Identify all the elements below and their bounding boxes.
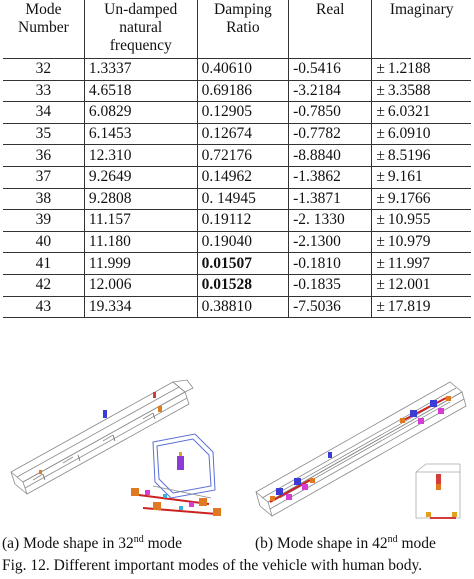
imaginary-cell: [372, 102, 471, 124]
real-header: [289, 0, 372, 59]
imaginary-value: 6.0910: [387, 125, 431, 143]
mode-number-cell: 43: [35, 297, 52, 315]
imaginary-value: 17.819: [387, 297, 431, 315]
damping-ratio-cell: 0.72176: [197, 145, 289, 167]
header-line: Imaginary: [389, 1, 454, 18]
table-row: [3, 166, 471, 188]
frequency-cell: 12.310: [84, 145, 197, 167]
damping-ratio-cell: 0.38810: [197, 296, 289, 318]
table-row: [3, 253, 471, 275]
subcaption-b: (b) Mode shape in 42nd mode: [255, 533, 436, 552]
table-header-row: [3, 0, 471, 59]
mode-number-cell: 34: [35, 103, 52, 121]
subcaption-a: (a) Mode shape in 32nd mode: [2, 533, 183, 552]
imaginary-value: 1.2188: [387, 60, 431, 78]
imaginary-cell: [372, 80, 471, 102]
plus-minus-sign: ±: [376, 60, 385, 78]
imaginary-value: 10.979: [387, 233, 431, 251]
frequency-cell: 4.6518: [84, 80, 197, 102]
figure-caption: Fig. 12. Different important modes of the vehicle with human body.: [2, 557, 423, 574]
damping-ratio-header: [197, 0, 289, 59]
damping-ratio-cell: 0.12905: [197, 102, 289, 124]
mode-number-cell: 40: [35, 233, 52, 251]
mode-number-cell: 33: [35, 81, 52, 99]
frequency-cell: 1.3337: [84, 59, 197, 81]
header-line: Ratio: [226, 19, 260, 36]
table-row: [3, 123, 471, 145]
mode-number-cell: 42: [35, 276, 52, 294]
plus-minus-sign: ±: [376, 189, 385, 207]
imaginary-cell: [372, 188, 471, 210]
header-line: Real: [316, 1, 345, 18]
frequency-cell: 11.180: [84, 231, 197, 253]
mode-number-cell: 35: [35, 125, 52, 143]
frequency-cell: 6.1453: [84, 123, 197, 145]
table-row: [3, 145, 471, 167]
damping-ratio-cell: 0.01507: [197, 253, 289, 275]
table-row: [3, 102, 471, 124]
imaginary-cell: [372, 296, 471, 318]
mode-shape-32-drawing: [3, 352, 233, 530]
imaginary-cell: [372, 166, 471, 188]
imaginary-cell: [372, 123, 471, 145]
header-line: Number: [18, 19, 69, 36]
table-body: [3, 59, 471, 318]
damping-ratio-cell: 0.01528: [197, 274, 289, 296]
imaginary-value: 8.5196: [387, 146, 431, 164]
mode-number-cell: 36: [35, 146, 52, 164]
frequency-cell: 11.999: [84, 253, 197, 275]
real-cell: -1.3862: [289, 166, 372, 188]
imaginary-value: 10.955: [387, 211, 431, 229]
header-line: Damping: [214, 1, 272, 18]
mode-number-cell: 38: [35, 189, 52, 207]
table-row: [3, 59, 471, 81]
plus-minus-sign: ±: [376, 254, 385, 272]
imaginary-cell: [372, 145, 471, 167]
table-row: [3, 188, 471, 210]
imaginary-value: 11.997: [387, 254, 430, 272]
header-line: frequency: [109, 37, 172, 54]
real-cell: -0.1835: [289, 274, 372, 296]
imaginary-cell: [372, 274, 471, 296]
frequency-cell: 12.006: [84, 274, 197, 296]
real-cell: -0.7782: [289, 123, 372, 145]
real-cell: -1.3871: [289, 188, 372, 210]
header-line: natural: [119, 19, 163, 36]
table-row: [3, 274, 471, 296]
damping-ratio-cell: 0.14962: [197, 166, 289, 188]
imaginary-value: 9.1766: [387, 189, 431, 207]
damping-ratio-cell: 0.19112: [197, 210, 289, 232]
mode-number-cell: 32: [35, 60, 52, 78]
mode-number-cell: 41: [35, 254, 52, 272]
imaginary-value: 12.001: [387, 276, 431, 294]
damping-ratio-cell: 0.12674: [197, 123, 289, 145]
plus-minus-sign: ±: [376, 146, 385, 164]
imaginary-value: 9.161: [387, 168, 423, 186]
plus-minus-sign: ±: [376, 103, 385, 121]
frequency-cell: 9.2808: [84, 188, 197, 210]
real-cell: -2.1300: [289, 231, 372, 253]
real-cell: -0.7850: [289, 102, 372, 124]
table-row: [3, 231, 471, 253]
imaginary-value: 6.0321: [387, 103, 431, 121]
plus-minus-sign: ±: [376, 297, 385, 315]
frequency-cell: 19.334: [84, 296, 197, 318]
header-line: Mode: [25, 1, 62, 18]
imaginary-header: [372, 0, 471, 59]
plus-minus-sign: ±: [376, 211, 385, 229]
real-cell: -7.5036: [289, 296, 372, 318]
mode-number-cell: 37: [35, 168, 52, 186]
table-row: [3, 296, 471, 318]
real-cell: -8.8840: [289, 145, 372, 167]
damping-ratio-cell: 0.19040: [197, 231, 289, 253]
frequency-cell: 11.157: [84, 210, 197, 232]
frequency-cell: 6.0829: [84, 102, 197, 124]
imaginary-cell: [372, 231, 471, 253]
real-cell: -0.5416: [289, 59, 372, 81]
table-row: [3, 80, 471, 102]
frequency-cell: 9.2649: [84, 166, 197, 188]
real-cell: -0.1810: [289, 253, 372, 275]
modes-table: [3, 0, 471, 318]
plus-minus-sign: ±: [376, 168, 385, 186]
header-line: Un-damped: [104, 1, 178, 18]
damping-ratio-cell: 0. 14945: [197, 188, 289, 210]
table-row: [3, 210, 471, 232]
mode-shape-42-figure: [250, 352, 471, 530]
damping-ratio-cell: 0.40610: [197, 59, 289, 81]
mode-shape-32-figure: [3, 352, 233, 530]
mode-number-header: [3, 0, 84, 59]
real-cell: -3.2184: [289, 80, 372, 102]
damping-ratio-cell: 0.69186: [197, 80, 289, 102]
real-cell: -2. 1330: [289, 210, 372, 232]
plus-minus-sign: ±: [376, 125, 385, 143]
imaginary-cell: [372, 253, 471, 275]
plus-minus-sign: ±: [376, 276, 385, 294]
imaginary-cell: [372, 59, 471, 81]
plus-minus-sign: ±: [376, 233, 385, 251]
mode-shape-42-drawing: [250, 352, 471, 530]
undamped-frequency-header: [84, 0, 197, 59]
mode-number-cell: 39: [35, 211, 52, 229]
plus-minus-sign: ±: [376, 81, 385, 99]
imaginary-cell: [372, 210, 471, 232]
imaginary-value: 3.3588: [387, 81, 431, 99]
